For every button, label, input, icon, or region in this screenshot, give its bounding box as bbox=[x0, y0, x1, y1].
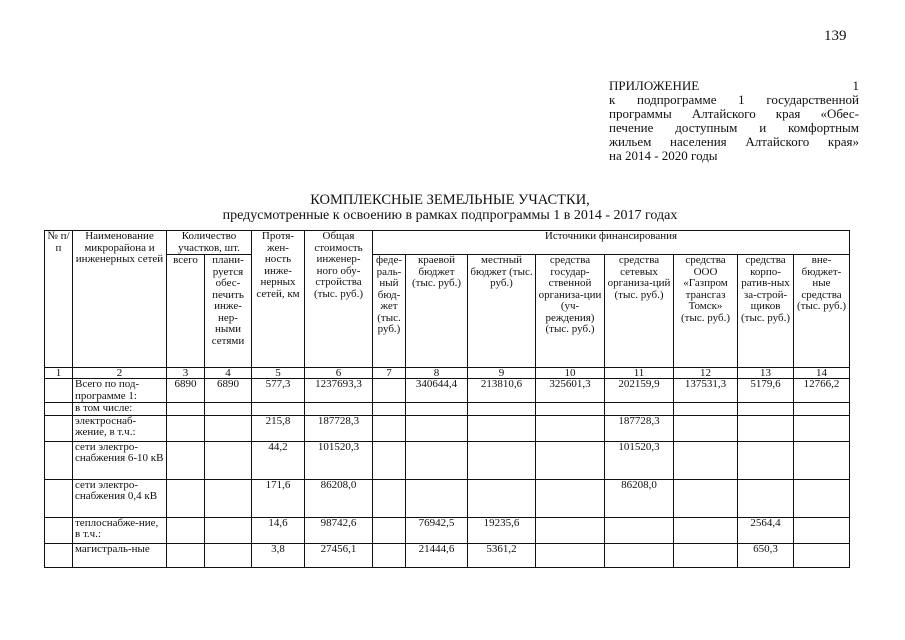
column-number: 9 bbox=[468, 368, 536, 379]
header-extra-budget: вне-бюджет-ные средства (тыс. руб.) bbox=[794, 255, 850, 368]
table-cell: 6890 bbox=[205, 379, 252, 403]
table-row bbox=[45, 379, 850, 403]
header-cost: Общая стоимость инженер-ного обу-стройства (тыс. руб.) bbox=[305, 231, 373, 368]
header-no: № п/п bbox=[45, 231, 73, 368]
column-number: 14 bbox=[794, 368, 850, 379]
table-cell: 3,8 bbox=[252, 543, 305, 567]
table-cell: 171,6 bbox=[252, 479, 305, 517]
table-cell bbox=[205, 517, 252, 543]
title-main: КОМПЛЕКСНЫЕ ЗЕМЕЛЬНЫЕ УЧАСТКИ, bbox=[310, 192, 590, 208]
table-cell bbox=[794, 403, 850, 416]
cell-name: в том числе: bbox=[73, 403, 167, 416]
table-cell bbox=[468, 441, 536, 479]
page-number: 139 bbox=[824, 28, 847, 44]
table-cell bbox=[794, 415, 850, 441]
table-cell bbox=[738, 479, 794, 517]
table-cell: 27456,1 bbox=[305, 543, 373, 567]
table-cell: 325601,3 bbox=[536, 379, 605, 403]
table-cell: 101520,3 bbox=[605, 441, 674, 479]
table-row bbox=[45, 441, 850, 479]
table-cell bbox=[406, 479, 468, 517]
column-number: 13 bbox=[738, 368, 794, 379]
header-gazprom: средства ООО «Газпром трансгаз Томск» (тыс. руб.) bbox=[674, 255, 738, 368]
header-total: всего bbox=[167, 255, 205, 368]
table-cell: 76942,5 bbox=[406, 517, 468, 543]
table-cell: 19235,6 bbox=[468, 517, 536, 543]
table-cell bbox=[536, 543, 605, 567]
column-number: 5 bbox=[252, 368, 305, 379]
table-cell: 86208,0 bbox=[605, 479, 674, 517]
table-cell: 213810,6 bbox=[468, 379, 536, 403]
table-cell bbox=[674, 403, 738, 416]
table-cell: 44,2 bbox=[252, 441, 305, 479]
table-cell bbox=[167, 517, 205, 543]
column-number: 11 bbox=[605, 368, 674, 379]
column-number: 7 bbox=[373, 368, 406, 379]
cell-name: Всего по под-программе 1: bbox=[73, 379, 167, 403]
table-cell bbox=[605, 517, 674, 543]
cell-no bbox=[45, 517, 73, 543]
table-cell bbox=[305, 403, 373, 416]
title-sub: предусмотренные к освоению в рамках подпрограммы 1 в 2014 - 2017 годах bbox=[222, 208, 678, 223]
table-cell bbox=[738, 403, 794, 416]
table-cell bbox=[794, 479, 850, 517]
table-cell bbox=[205, 415, 252, 441]
appendix-line: ПРИЛОЖЕНИЕ 1 bbox=[609, 78, 859, 93]
header-corporate: средства корпо-ратив-ных за-строй-щиков (тыс. руб.) bbox=[738, 255, 794, 368]
header-federal: феде-раль-ный бюд-жет (тыс. руб.) bbox=[373, 255, 406, 368]
table-cell bbox=[536, 441, 605, 479]
table-cell: 5179,6 bbox=[738, 379, 794, 403]
header-count-group: Количество участков, шт. bbox=[167, 231, 252, 255]
table-cell bbox=[536, 403, 605, 416]
table-cell bbox=[167, 415, 205, 441]
table-cell: 101520,3 bbox=[305, 441, 373, 479]
column-number: 4 bbox=[205, 368, 252, 379]
table-cell bbox=[406, 415, 468, 441]
document-title bbox=[190, 193, 710, 223]
table-cell: 5361,2 bbox=[468, 543, 536, 567]
cell-name: теплоснабже-ние, в т.ч.: bbox=[73, 517, 167, 543]
cell-name: сети электро-снабжения 0,4 кВ bbox=[73, 479, 167, 517]
table-cell bbox=[373, 543, 406, 567]
cell-name: магистраль-ные bbox=[73, 543, 167, 567]
cell-name: электроснаб-жение, в т.ч.: bbox=[73, 415, 167, 441]
table-row bbox=[45, 543, 850, 567]
cell-no bbox=[45, 543, 73, 567]
table-cell bbox=[536, 517, 605, 543]
table-cell: 187728,3 bbox=[605, 415, 674, 441]
table-cell: 2564,4 bbox=[738, 517, 794, 543]
table-cell bbox=[794, 543, 850, 567]
table-cell bbox=[205, 403, 252, 416]
table-cell bbox=[468, 479, 536, 517]
table-cell: 86208,0 bbox=[305, 479, 373, 517]
header-local: местный бюджет (тыс. руб.) bbox=[468, 255, 536, 368]
appendix-line: печение доступным и комфортным bbox=[609, 120, 859, 135]
appendix-line: программы Алтайского края «Обес- bbox=[609, 106, 859, 121]
table-cell bbox=[468, 403, 536, 416]
table-cell: 98742,6 bbox=[305, 517, 373, 543]
table-cell bbox=[674, 543, 738, 567]
table-cell: 1237693,3 bbox=[305, 379, 373, 403]
table-cell: 215,8 bbox=[252, 415, 305, 441]
table-cell bbox=[738, 441, 794, 479]
table-cell bbox=[205, 441, 252, 479]
column-number: 2 bbox=[73, 368, 167, 379]
table-cell bbox=[674, 415, 738, 441]
table-cell: 202159,9 bbox=[605, 379, 674, 403]
table-cell: 6890 bbox=[167, 379, 205, 403]
table-row bbox=[45, 403, 850, 416]
table-cell: 187728,3 bbox=[305, 415, 373, 441]
table-cell bbox=[536, 479, 605, 517]
column-number: 6 bbox=[305, 368, 373, 379]
table-cell bbox=[738, 415, 794, 441]
header-state-org: средства государ-ственной организа-ции (уч-реждения) (тыс. руб.) bbox=[536, 255, 605, 368]
table-cell bbox=[794, 441, 850, 479]
table-cell bbox=[674, 517, 738, 543]
table-cell bbox=[605, 543, 674, 567]
column-number: 10 bbox=[536, 368, 605, 379]
table-cell: 14,6 bbox=[252, 517, 305, 543]
column-number: 3 bbox=[167, 368, 205, 379]
header-length: Протя-жен-ность инже-нерных сетей, км bbox=[252, 231, 305, 368]
table-cell bbox=[794, 517, 850, 543]
header-planned: плани-руется обес-печить инже-нер-ными сетями bbox=[205, 255, 252, 368]
cell-no bbox=[45, 379, 73, 403]
table-row bbox=[45, 415, 850, 441]
table-cell bbox=[406, 403, 468, 416]
table-row bbox=[45, 479, 850, 517]
appendix-line: жильем населения Алтайского края» bbox=[609, 134, 859, 149]
header-regional: краевой бюджет (тыс. руб.) bbox=[406, 255, 468, 368]
table-cell bbox=[674, 441, 738, 479]
table-cell bbox=[373, 441, 406, 479]
appendix-block bbox=[609, 79, 859, 163]
table-cell: 650,3 bbox=[738, 543, 794, 567]
cell-no bbox=[45, 403, 73, 416]
cell-no bbox=[45, 415, 73, 441]
table-cell bbox=[373, 415, 406, 441]
cell-no bbox=[45, 441, 73, 479]
table-cell bbox=[167, 403, 205, 416]
table-cell bbox=[167, 479, 205, 517]
header-sources: Источники финансирования bbox=[373, 231, 850, 255]
table-cell bbox=[167, 441, 205, 479]
table-cell bbox=[167, 543, 205, 567]
cell-no bbox=[45, 479, 73, 517]
table-cell: 21444,6 bbox=[406, 543, 468, 567]
header-network-org: средства сетевых организа-ций (тыс. руб.) bbox=[605, 255, 674, 368]
table-cell bbox=[373, 379, 406, 403]
table-cell bbox=[373, 403, 406, 416]
column-number: 1 bbox=[45, 368, 73, 379]
table-row bbox=[45, 517, 850, 543]
table-cell: 137531,3 bbox=[674, 379, 738, 403]
table-cell bbox=[406, 441, 468, 479]
table-cell: 577,3 bbox=[252, 379, 305, 403]
table-cell bbox=[205, 543, 252, 567]
table-cell bbox=[373, 479, 406, 517]
appendix-line: к подпрограмме 1 государственной bbox=[609, 92, 859, 107]
table-cell bbox=[205, 479, 252, 517]
table-cell: 12766,2 bbox=[794, 379, 850, 403]
table-cell bbox=[605, 403, 674, 416]
column-number: 12 bbox=[674, 368, 738, 379]
table-cell bbox=[536, 415, 605, 441]
appendix-line: на 2014 - 2020 годы bbox=[609, 148, 718, 163]
table-body bbox=[45, 379, 850, 568]
table-cell bbox=[373, 517, 406, 543]
header-name: Наименование микрорайона и инженерных сетей bbox=[73, 231, 167, 368]
cell-name: сети электро-снабжения 6-10 кВ bbox=[73, 441, 167, 479]
land-plots-table bbox=[44, 230, 850, 568]
table-cell bbox=[468, 415, 536, 441]
table-cell bbox=[252, 403, 305, 416]
table-cell bbox=[674, 479, 738, 517]
table-cell: 340644,4 bbox=[406, 379, 468, 403]
column-number: 8 bbox=[406, 368, 468, 379]
